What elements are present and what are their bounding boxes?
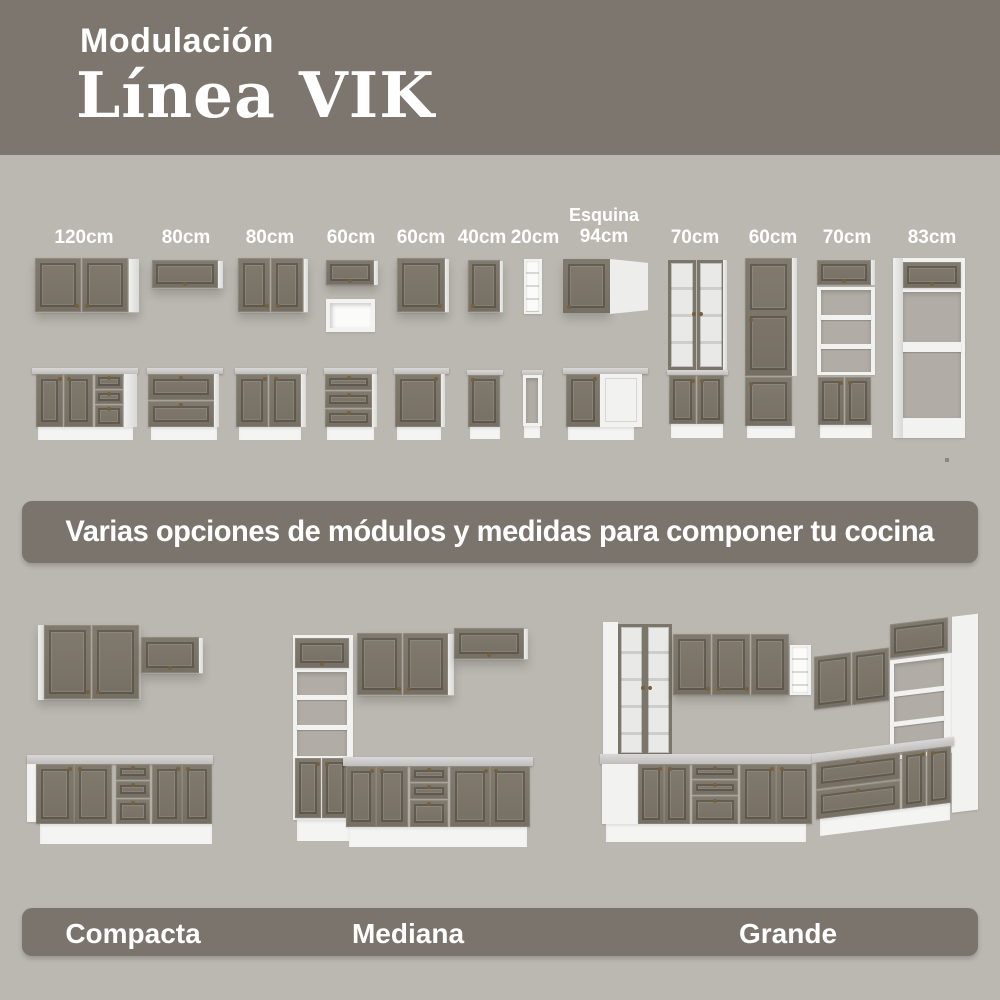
module-size-label: 60cm	[326, 227, 376, 248]
cabinet-door	[182, 764, 212, 824]
handle	[274, 377, 278, 381]
handle	[263, 377, 267, 381]
toe-kick	[151, 427, 217, 440]
cabinet-door	[712, 634, 750, 695]
toe-kick	[239, 427, 301, 440]
base-run	[343, 757, 533, 847]
handle	[471, 304, 475, 308]
countertop	[343, 757, 533, 766]
handle	[713, 799, 717, 803]
wall-cabinet-60cm-flip	[326, 260, 378, 285]
cabinet-side-panel	[524, 629, 528, 659]
cabinet-door	[36, 764, 74, 824]
cabinet-door	[673, 634, 711, 695]
cabinet-door	[36, 374, 63, 427]
corner-return-panel	[610, 259, 648, 314]
handle	[347, 376, 351, 380]
esquina-label-line2: 94cm	[579, 226, 629, 247]
handle	[706, 687, 710, 691]
handle	[131, 783, 135, 787]
cabinet-side-panel	[304, 259, 308, 312]
shelf	[903, 342, 961, 352]
shelf	[821, 344, 871, 349]
handle	[593, 377, 597, 381]
handle	[699, 312, 703, 316]
toe-kick	[38, 427, 133, 440]
cabinet-door	[152, 764, 182, 824]
cabinet-side-panel	[893, 258, 903, 438]
toe-kick	[568, 427, 634, 440]
cabinet-door	[403, 633, 448, 695]
cabinet-door	[852, 648, 889, 706]
module-size-label: 40cm	[457, 227, 507, 248]
corner-door-seam	[605, 378, 637, 422]
cabinet-door	[776, 764, 812, 824]
cabinet-door	[92, 625, 139, 699]
glass-door	[618, 624, 645, 756]
toe-kick	[671, 424, 723, 438]
cabinet-side-panel	[129, 259, 139, 312]
banner-text: Varias opciones de módulos y medidas para componer tu cocina	[65, 515, 935, 548]
cabinet-door	[395, 374, 441, 427]
handle	[700, 379, 704, 383]
wall-cabinet-80cm-flip	[152, 260, 223, 289]
wall-cabinet-40cm	[468, 260, 503, 313]
handle	[68, 767, 72, 771]
handle	[320, 662, 324, 666]
handle	[494, 769, 498, 773]
handle	[780, 767, 784, 771]
base-open-unit-20cm	[523, 370, 542, 438]
base-cabinet-esquina-94cm	[563, 368, 648, 440]
handle	[85, 304, 89, 308]
base-cabinet-40cm	[468, 370, 503, 440]
countertop	[27, 755, 213, 764]
module-size-label: 60cm	[748, 227, 798, 248]
base-cabinet-60cm-door	[395, 368, 449, 440]
shelf-cells	[526, 261, 539, 312]
handle	[407, 687, 411, 691]
cabinet-door	[64, 374, 93, 427]
bottom-band	[22, 908, 978, 956]
handle	[58, 377, 62, 381]
handle	[641, 686, 645, 690]
tall-glass-cabinet	[603, 622, 673, 758]
cabinet-side-panel	[603, 622, 618, 758]
cabinet-door	[376, 766, 408, 827]
module-size-label: 60cm	[396, 227, 446, 248]
cabinet-door	[927, 746, 951, 806]
shelf	[297, 695, 347, 700]
handle	[186, 767, 190, 771]
base-run	[27, 755, 213, 847]
cabinet-door	[664, 764, 690, 824]
handle	[770, 767, 774, 771]
wall-cabinet-120cm	[35, 258, 139, 313]
cabinet-door	[566, 374, 600, 427]
cabinet-side-panel	[124, 374, 137, 427]
handle	[107, 392, 111, 396]
base-cabinet-60cm-drawers	[325, 368, 377, 440]
open-box-interior	[330, 303, 371, 328]
toe-kick	[470, 427, 500, 439]
wall-open-shelf-20cm	[524, 259, 542, 314]
handle	[691, 379, 695, 383]
base-run-right-perspective	[812, 592, 978, 852]
handle	[179, 403, 183, 407]
esquina-label-line1: Esquina	[568, 205, 640, 225]
toe-kick	[297, 820, 349, 841]
wall-cabinet-60cm	[397, 258, 449, 313]
kitchen-name-grande: Grande	[738, 918, 838, 949]
kitchen-name-mediana: Mediana	[351, 918, 465, 949]
cabinet-door	[295, 758, 321, 818]
base-cabinet-80cm-doors	[236, 368, 307, 440]
handle	[168, 666, 172, 670]
handle	[325, 762, 329, 766]
cabinet-door	[236, 374, 268, 427]
toe-kick	[327, 427, 374, 440]
toe-kick	[349, 827, 527, 847]
open-interior	[297, 672, 347, 756]
handle	[397, 687, 401, 691]
wall-cabinet	[357, 633, 454, 696]
cabinet-side-panel	[792, 258, 797, 376]
wall-cabinet-flip	[141, 637, 203, 674]
base-cabinet-120cm	[33, 368, 138, 440]
wall-cabinet-flip	[454, 628, 528, 660]
toe-kick	[40, 824, 212, 844]
handle	[316, 762, 320, 766]
cabinet-door	[74, 764, 112, 824]
module-size-label: 120cm	[54, 227, 114, 248]
cabinet-side-panel	[871, 260, 875, 285]
cabinet-door	[468, 375, 500, 427]
wall-cabinet	[38, 625, 141, 700]
handle	[107, 407, 111, 411]
cabinet-door	[357, 633, 402, 695]
tall-cabinet-83cm-appliance-surround	[893, 258, 965, 438]
handle	[749, 382, 753, 386]
toe-kick	[524, 426, 540, 438]
cabinet-side-panel	[500, 261, 503, 312]
handle	[471, 378, 475, 382]
cabinet-side-panel	[199, 638, 203, 673]
handle	[717, 687, 721, 691]
handle	[668, 767, 672, 771]
handle	[96, 690, 100, 694]
shelf-cells	[792, 647, 808, 693]
cabinet-door	[902, 749, 926, 809]
cabinet-side-panel	[445, 259, 449, 312]
open-interior	[903, 292, 961, 418]
tall-cabinet-70cm-glass-hutch	[668, 260, 727, 438]
module-size-label-esquina	[569, 204, 639, 248]
handle	[78, 767, 82, 771]
handle	[658, 767, 662, 771]
toe-kick	[606, 824, 806, 842]
handle	[348, 279, 352, 283]
corner-open-shelf	[790, 645, 811, 695]
cabinet-door	[751, 634, 789, 695]
open-interior	[526, 378, 538, 423]
cabinet-door	[740, 764, 776, 824]
cabinet-side-panel	[27, 764, 36, 822]
handle	[438, 304, 442, 308]
module-size-label: 80cm	[245, 227, 295, 248]
cabinet-door	[450, 766, 490, 827]
cabinet-side-panel	[723, 260, 727, 370]
handle	[86, 690, 90, 694]
toe-kick	[747, 426, 795, 438]
handle	[692, 312, 696, 316]
wall-niche-60cm	[326, 299, 378, 332]
handle	[265, 304, 269, 308]
handle	[183, 282, 187, 286]
kitchen-name-compacta: Compacta	[65, 918, 201, 949]
handle	[427, 768, 431, 772]
handle	[842, 279, 846, 283]
handle	[370, 769, 374, 773]
handle	[749, 318, 753, 322]
cabinet-side-panel	[602, 764, 638, 824]
shelf	[297, 725, 347, 730]
cabinet-door	[35, 258, 81, 312]
handle	[131, 766, 135, 770]
header-eyebrow: Modulación	[80, 22, 274, 60]
module-size-label: 80cm	[161, 227, 211, 248]
handle	[848, 381, 852, 385]
handle	[567, 305, 571, 309]
handle	[484, 769, 488, 773]
cabinet-door	[82, 258, 128, 312]
countertop	[600, 754, 812, 764]
module-size-label: 70cm	[670, 227, 720, 248]
tall-cabinet-70cm-oven-tower	[817, 260, 875, 438]
handle	[427, 785, 431, 789]
handle	[713, 783, 717, 787]
cabinet-side-panel	[374, 261, 378, 285]
module-size-label: 83cm	[907, 227, 957, 248]
page-title: Línea VIK	[76, 58, 435, 132]
handle	[487, 653, 491, 657]
mid-banner	[22, 501, 978, 563]
tall-cabinet-60cm-pantry	[745, 258, 797, 438]
shelf	[821, 315, 871, 320]
cabinet-side-panel	[301, 374, 306, 427]
handle	[75, 304, 79, 308]
wall-cabinet-row	[673, 634, 790, 695]
cabinet-side-panel	[372, 374, 377, 427]
flip-door	[890, 617, 948, 658]
handle	[648, 686, 652, 690]
cabinet-door	[346, 766, 376, 827]
door-panel	[750, 264, 787, 310]
toe-kick	[820, 425, 872, 438]
base-cabinet-80cm-drawers	[148, 368, 223, 440]
end-panel	[952, 614, 978, 813]
door-panel	[750, 316, 787, 370]
cabinet-door	[269, 374, 301, 427]
module-size-label: 70cm	[822, 227, 872, 248]
handle	[839, 381, 843, 385]
cabinet-door	[44, 625, 91, 699]
handle	[347, 393, 351, 397]
cabinet-door	[814, 652, 851, 710]
header-band	[0, 0, 1000, 155]
base-run-left	[600, 754, 812, 845]
handle	[131, 801, 135, 805]
cabinet-door	[490, 766, 530, 827]
wall-cabinet-esquina-94cm	[563, 259, 648, 314]
handle	[347, 411, 351, 415]
cabinet-side-panel	[441, 374, 445, 427]
handle	[713, 766, 717, 770]
open-interior	[821, 290, 871, 372]
glass-door	[645, 624, 672, 756]
cabinet-side-panel	[218, 261, 223, 288]
cabinet-door	[638, 764, 664, 824]
handle	[745, 687, 749, 691]
handle	[179, 376, 183, 380]
handle	[380, 769, 384, 773]
handle	[67, 377, 71, 381]
handle	[176, 767, 180, 771]
handle	[427, 802, 431, 806]
handle	[930, 282, 934, 286]
toe-kick	[397, 427, 441, 440]
handle	[276, 304, 280, 308]
module-size-label: 20cm	[510, 227, 560, 248]
handle	[434, 377, 438, 381]
wall-cabinet-80cm	[238, 258, 308, 313]
cabinet-side-panel	[214, 374, 219, 427]
handle	[107, 376, 111, 380]
